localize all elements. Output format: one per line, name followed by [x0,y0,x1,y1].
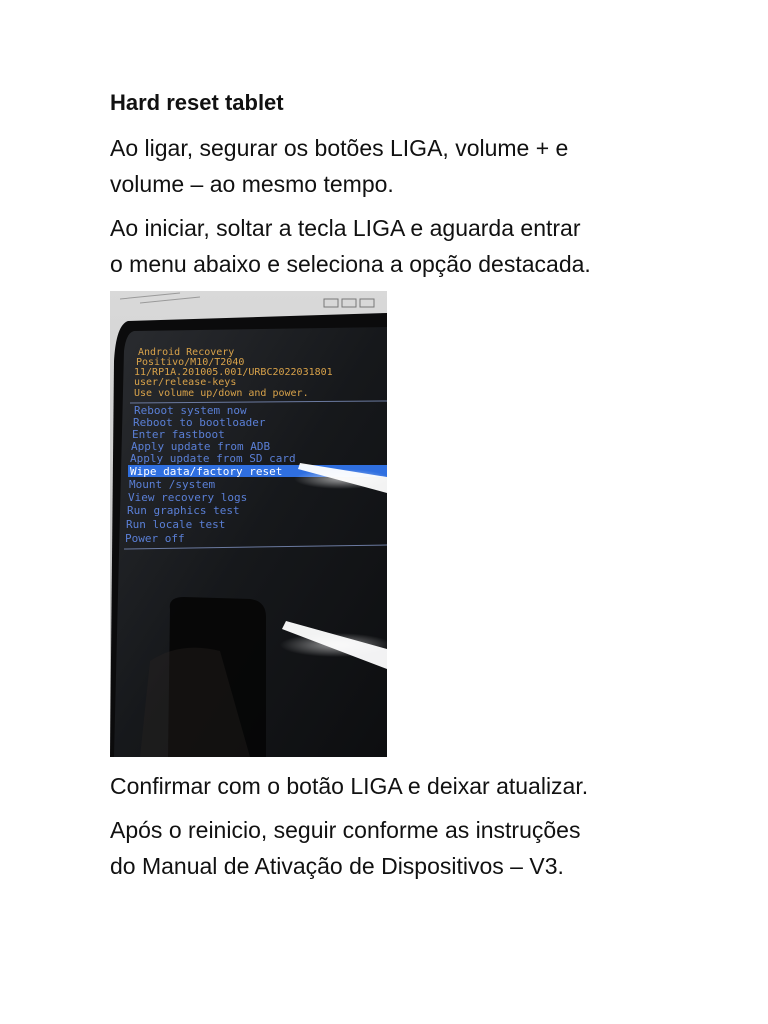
menu-item: Power off [125,532,185,545]
instruction-1-line-1: Ao ligar, segurar os botões LIGA, volume + e [110,135,569,161]
recovery-header-line-4: user/release-keys [134,377,237,388]
instruction-2-line-1: Ao iniciar, soltar a tecla LIGA e aguarda entrar [110,215,581,241]
recovery-header-line-5: Use volume up/down and power. [134,388,309,399]
tablet-recovery-photo [110,291,387,757]
menu-item: Reboot system now [134,404,247,417]
menu-item: Run locale test [126,518,226,531]
instruction-paragraph-3: Confirmar com o botão LIGA e deixar atualizar. [110,773,589,799]
instruction-1-line-2: volume – ao mesmo tempo. [110,171,394,197]
instruction-paragraph-4 [110,812,670,884]
menu-item: Apply update from ADB [131,440,271,453]
recovery-header-line-3: 11/RP1A.201005.001/URBC2022031801 [134,367,333,378]
recovery-header-line-1: Android Recovery [138,347,235,358]
menu-item: Reboot to bootloader [133,416,266,429]
menu-item-selected: Wipe data/factory reset [130,465,283,478]
menu-item: View recovery logs [128,491,248,504]
menu-item: Run graphics test [127,504,240,517]
instruction-paragraph-2 [110,210,670,282]
instruction-2-line-2: o menu abaixo e seleciona a opção destacada. [110,251,591,277]
menu-item: Mount /system [129,478,216,491]
instruction-paragraph-1 [110,130,670,202]
document-title: Hard reset tablet [110,90,284,115]
recovery-header-line-2: Positivo/M10/T2040 [136,357,245,368]
instruction-4-line-1: Após o reinicio, seguir conforme as instruções [110,817,581,843]
tablet-photo-svg [110,291,387,757]
menu-item: Apply update from SD card [130,452,296,465]
menu-item: Enter fastboot [132,428,225,441]
instruction-4-line-2: do Manual de Ativação de Dispositivos – V3. [110,853,564,879]
